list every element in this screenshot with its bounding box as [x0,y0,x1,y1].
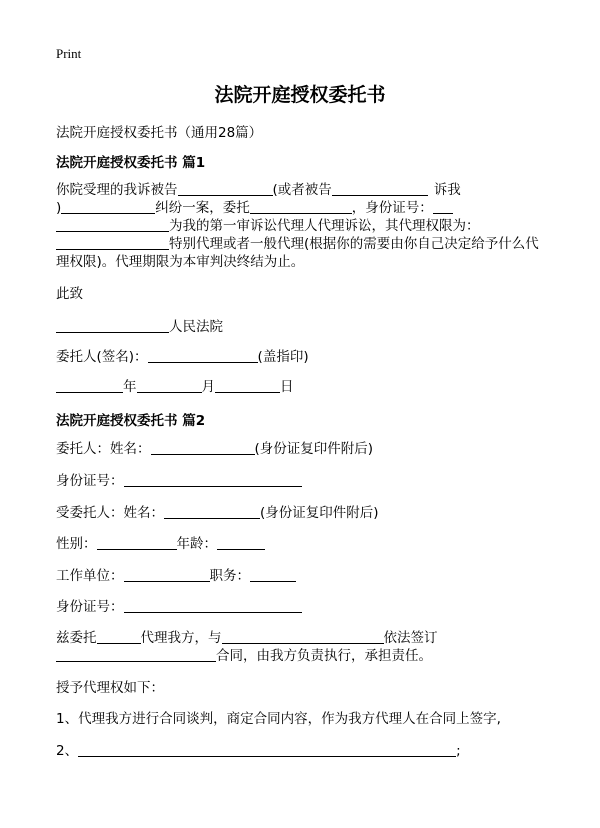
text-fragment: 人民法院 [169,319,223,335]
section1-paragraph-line2 [56,199,453,217]
document-subtitle: 法院开庭授权委托书（通用28篇） [56,125,263,141]
text-fragment: 年龄： [176,536,217,552]
text-fragment: 工作单位： [56,568,124,584]
text-fragment: (盖指印) [257,349,309,365]
section2-heading: 法院开庭授权委托书 篇2 [56,413,206,429]
agent-id-line [56,598,302,616]
text-fragment: 委托人：姓名： [56,441,151,457]
text-fragment: 依法签订 [383,630,438,646]
authorization-line1 [56,629,438,647]
text-fragment: 身份证号： [56,599,124,615]
text-fragment: 纠纷一案，委托 [155,200,250,216]
blank-principal-name [151,440,255,455]
text-fragment: 特别代理或者一般代理(根据你的需要由你自己决定给予什么代 [169,236,539,252]
blank-counterparty [222,629,384,644]
principal-line [56,440,373,458]
section1-paragraph-line3 [56,217,480,235]
text-fragment: 诉我 [433,182,461,198]
text-fragment: 职务： [209,568,250,584]
text-fragment: 性别： [56,536,97,552]
blank-id-number [433,199,453,214]
blank-agent-id [124,598,302,613]
blank-contract-name [56,647,216,662]
blank-age [217,535,265,550]
text-fragment: (身份证复印件附后) [260,505,379,521]
blank-day [215,378,280,393]
text-fragment: ) [56,200,62,216]
text-fragment: 你院受理的我诉被告 [56,182,178,198]
text-fragment: 代理我方，与 [140,630,222,646]
blank-gender [97,535,177,550]
blank-position [250,567,296,582]
blank-defendant-alt [332,181,428,196]
blank-agent-name2 [164,504,260,519]
blank-scope-item-2 [78,742,456,757]
agent-line [56,504,379,522]
blank-month [137,378,202,393]
text-fragment: 月 [201,379,215,395]
court-line [56,318,223,336]
blank-authority-scope [56,235,169,250]
text-fragment: (身份证复印件附后) [254,441,374,457]
blank-work-unit [124,567,210,582]
blank-signature [148,348,258,363]
text-fragment: 受委托人：姓名： [56,505,164,521]
print-label: Print [56,46,82,61]
blank-entrusted-agent [97,629,141,644]
text-fragment: 为我的第一审诉讼代理人代理诉讼，其代理权限为： [169,218,480,234]
blank-principal-id [124,472,302,487]
scope-item-2 [56,742,461,760]
text-fragment: 2、 [56,743,79,759]
document-title: 法院开庭授权委托书 [214,84,386,106]
text-fragment: 兹委托 [56,630,97,646]
blank-court-name [56,318,169,333]
text-fragment: ; [456,743,461,759]
text-fragment: 身份证号： [56,473,124,489]
cizhi-text: 此致 [56,286,83,302]
blank-year [56,378,123,393]
text-fragment: 年 [123,379,137,395]
blank-id-continued [56,217,169,232]
authorization-line2 [56,647,432,665]
signature-line [56,348,309,366]
blank-defendant [178,181,273,196]
section1-paragraph-line4 [56,235,539,253]
text-fragment: 合同，由我方负责执行，承担责任。 [216,648,432,664]
scope-heading: 授予代理权如下： [56,680,164,696]
gender-age-line [56,535,265,553]
section1-paragraph-line5: 理权限)。代理期限为本审判决终结为止。 [56,254,305,270]
scope-item-1: 1、代理我方进行合同谈判，商定合同内容，作为我方代理人在合同上签字, [56,711,501,727]
blank-case-type [61,199,155,214]
text-fragment: ，身份证号： [351,200,433,216]
text-fragment: 日 [280,379,294,395]
blank-agent-name [250,199,352,214]
section1-heading: 法院开庭授权委托书 篇1 [56,155,206,171]
work-position-line [56,567,296,585]
text-fragment: (或者被告 [272,182,332,198]
principal-id-line [56,472,302,490]
date-line [56,378,294,396]
text-fragment: 委托人(签名)： [56,349,148,365]
section1-paragraph-line1 [56,181,461,199]
